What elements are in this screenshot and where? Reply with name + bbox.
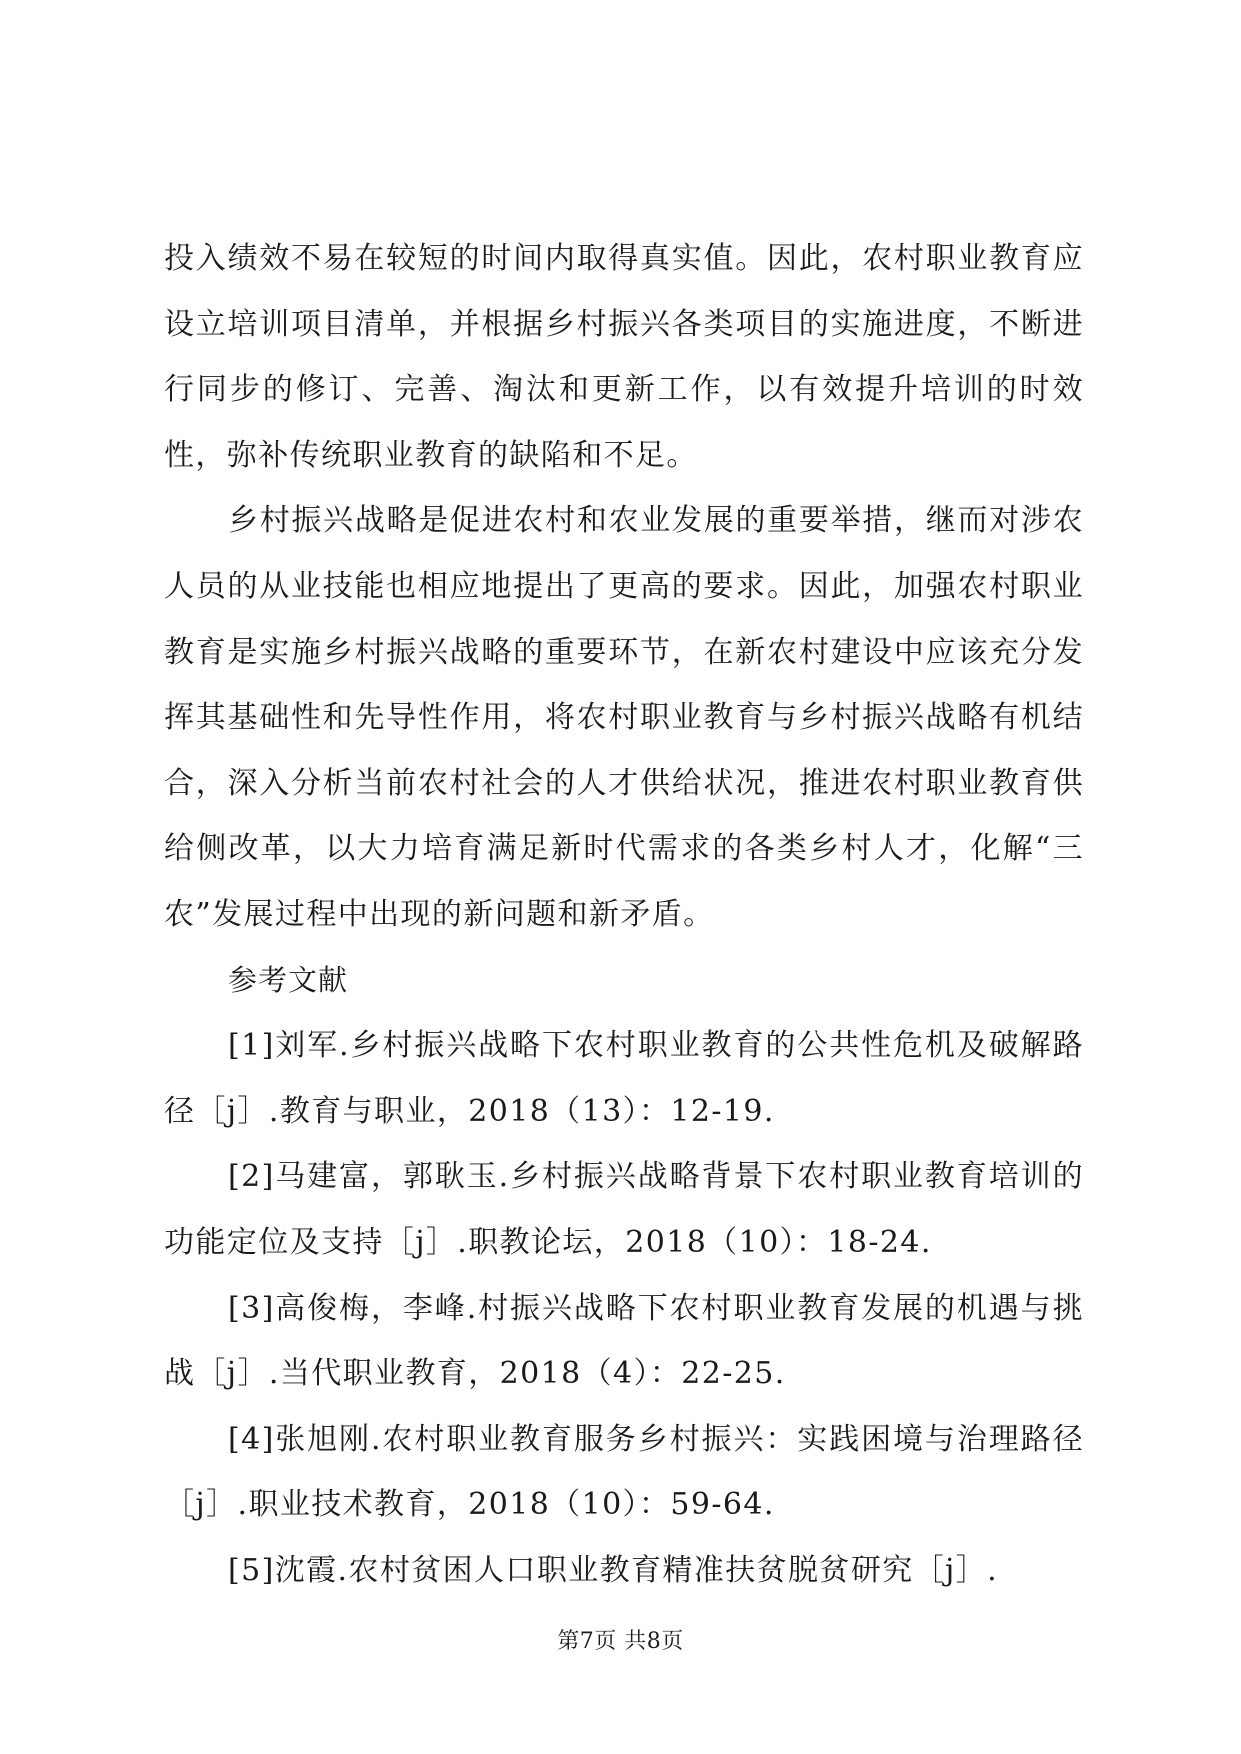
reference-1: [1]刘军.乡村振兴战略下农村职业教育的公共性危机及破解路径［j］.教育与职业，2018（13）：12-19.	[164, 1028, 1084, 1129]
references-heading: 参考文献	[228, 962, 349, 997]
paragraph-2: 乡村振兴战略是促进农村和农业发展的重要举措，继而对涉农人员的从业技能也相应地提出了更高的要求。因此，加强农村职业教育是实施乡村振兴战略的重要环节，在新农村建设中应该充分发挥其基础性和先导性作用，将农村职业教育与乡村振兴战略有机结合，深入分析当前农村社会的人才供给状况，推进农村职业教育供给侧改革，以大力培育满足新时代需求的各类乡村人才，化解“三农”发展过程中出现的新问题和新矛盾。	[164, 503, 1084, 932]
page-footer: 第7页 共8页	[557, 1629, 684, 1654]
reference-3: [3]高俊梅，李峰.村振兴战略下农村职业教育发展的机遇与挑战［j］.当代职业教育，2018（4）：22-25.	[164, 1290, 1084, 1392]
reference-5: [5]沈霞.农村贫困人口职业教育精准扶贫脱贫研究［j］.	[228, 1552, 999, 1588]
reference-2: [2]马建富，郭耿玉.乡村振兴战略背景下农村职业教育培训的功能定位及支持［j］.职教论坛，2018（10）：18-24.	[164, 1159, 1084, 1260]
document-body	[164, 226, 1084, 1603]
paragraph-1: 投入绩效不易在较短的时间内取得真实值。因此，农村职业教育应设立培训项目清单，并根据乡村振兴各类项目的实施进度，不断进行同步的修订、完善、淘汰和更新工作，以有效提升培训的时效性，弥补传统职业教育的缺陷和不足。	[164, 241, 1084, 473]
reference-4: [4]张旭刚.农村职业教育服务乡村振兴：实践困境与治理路径［j］.职业技术教育，2018（10）：59-64.	[164, 1421, 1084, 1523]
